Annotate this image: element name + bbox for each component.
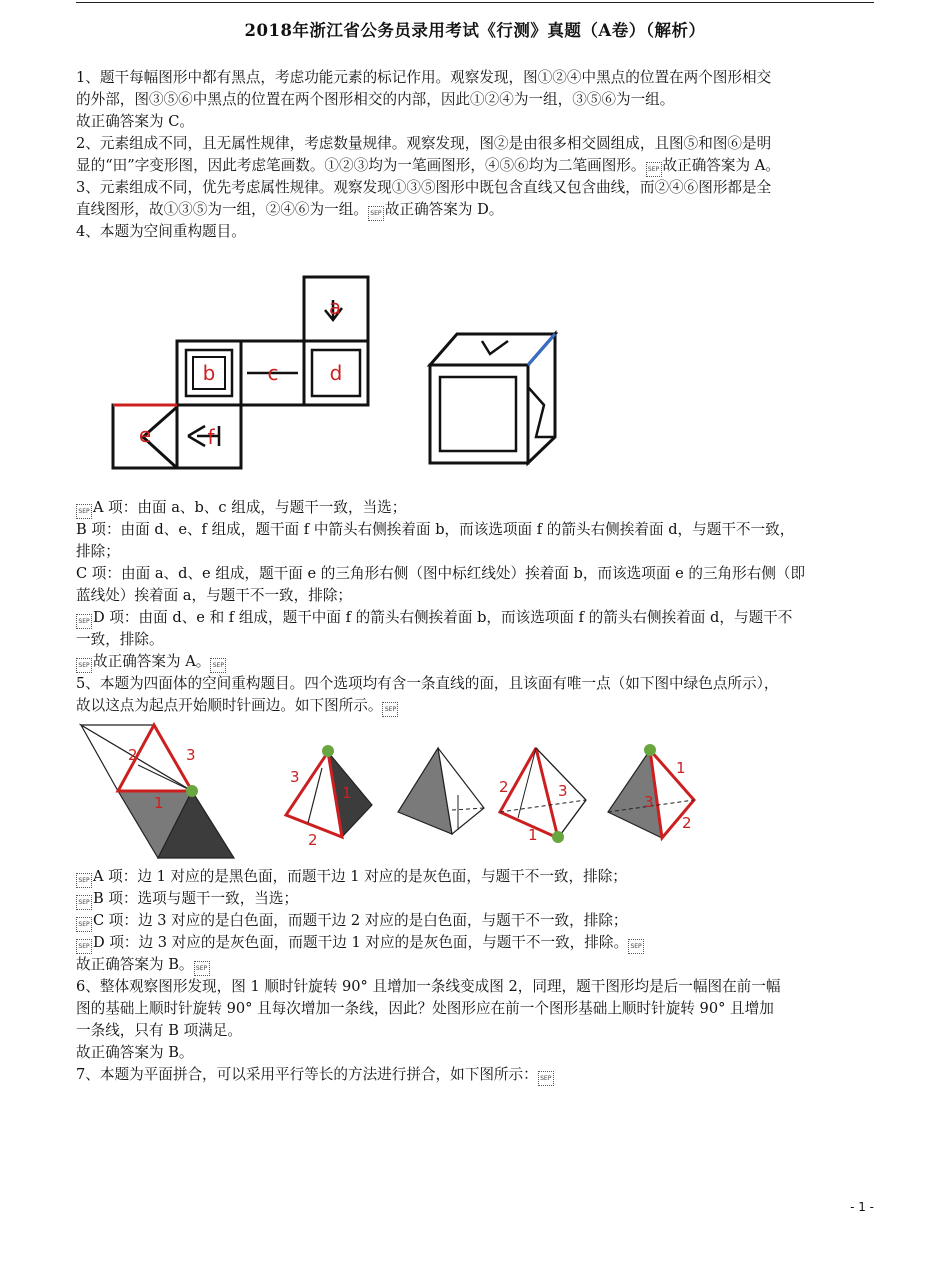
- q5-option-d: [76, 932, 874, 954]
- net-green-point: [186, 785, 198, 797]
- q7-line-1: [76, 1064, 874, 1086]
- opt-d-edge-label-3: 3: [644, 793, 654, 811]
- q5-answer-text: 故正确答案为 B。: [76, 956, 194, 973]
- cube-top-face: [430, 334, 555, 365]
- sep-marker: SEP: [538, 1071, 554, 1086]
- option-b-tetra: [398, 748, 484, 834]
- q5-option-d-text: D 项：边 3 对应的是灰色面，而题干边 1 对应的是灰色面，与题干不一致，排除。: [93, 934, 629, 951]
- q5-option-c: [76, 910, 874, 932]
- sep-marker: SEP: [646, 162, 662, 177]
- q6-line-3: 一条线，只有 B 项满足。: [76, 1022, 242, 1039]
- opt-c-outline: [500, 748, 586, 838]
- opt-c-edge-label-1: 1: [528, 826, 538, 844]
- face-e-label: e: [138, 423, 152, 447]
- q5-answer: [76, 954, 874, 976]
- option-c-tetra: [500, 748, 586, 838]
- opt-a-green-point: [322, 745, 334, 757]
- q5-option-a-text: A 项：边 1 对应的是黑色面，而题干边 1 对应的是灰色面，与题干不一致，排除；: [93, 868, 627, 885]
- sep-marker: SEP: [628, 939, 644, 954]
- cube-option-figure: [420, 325, 570, 470]
- q2-line-2: [76, 155, 874, 177]
- net-edge-label-1: 1: [154, 794, 164, 812]
- q2-line-2-text: 显的“田”字变形图，因此考虑笔画数。①②③均为一笔画图形，④⑤⑥均为二笔画图形。: [76, 157, 646, 174]
- q4-answer-text: 故正确答案为 A。: [93, 653, 211, 670]
- q4-option-c-line-2: 蓝线处）挨着面 a，与题干不一致，排除；: [76, 587, 353, 604]
- q1-line-2: 的外部，图③⑤⑥中黑点的位置在两个图形相交的内部，因此①②④为一组，③⑤⑥为一组。: [76, 91, 675, 108]
- q5-option-c-text: C 项：边 3 对应的是白色面，而题干边 2 对应的是白色面，与题干不一致，排除；: [93, 912, 628, 929]
- q3-line-2: [76, 199, 874, 221]
- net-edge-label-2: 2: [128, 746, 138, 764]
- q6-line-1: 6、整体观察图形发现，图 1 顺时针旋转 90° 且增加一条线变成图 2，同理，题干图形均是后一幅图在前一幅: [76, 978, 781, 995]
- face-a-label: a: [328, 295, 342, 319]
- tetrahedron-figures: [76, 720, 716, 862]
- q3-line-2-text: 直线图形，故①③⑤为一组，②④⑥为一组。: [76, 201, 368, 218]
- opt-d-edge-label-2: 2: [682, 814, 692, 832]
- face-d-label: d: [329, 361, 343, 385]
- sep-marker: SEP: [382, 702, 398, 717]
- sep-marker: SEP: [76, 917, 92, 932]
- q1-line-1: 1、题干每幅图形中都有黑点，考虑功能元素的标记作用。观察发现，图①②④中黑点的位置在两个图形相交: [76, 69, 772, 86]
- q4-intro: 4、本题为空间重构题目。: [76, 223, 246, 240]
- page-title: 2018年浙江省公务员录用考试《行测》真题（A卷）（解析）: [244, 21, 706, 40]
- net-edge-label-3: 3: [186, 746, 196, 764]
- opt-c-green-point: [552, 831, 564, 843]
- opt-a-edge-label-1: 1: [342, 784, 352, 802]
- sep-marker: SEP: [76, 504, 92, 519]
- q3-line-1: 3、元素组成不同，优先考虑属性规律。观察发现①③⑤图形中既包含直线又包含曲线，而②④⑥图形都是全: [76, 179, 772, 196]
- header-rule: [76, 2, 874, 3]
- q4-answer: [76, 651, 874, 673]
- sep-marker: SEP: [76, 614, 92, 629]
- q3-answer: 故正确答案为 D。: [384, 201, 504, 218]
- q4-option-d-line-2: 一致，排除。: [76, 631, 164, 648]
- q2-line-1: 2、元素组成不同，且无属性规律，考虑数量规律。观察发现，图②是由很多相交圆组成，且图⑤和图⑥是明: [76, 135, 772, 152]
- q5-option-a: [76, 866, 874, 888]
- q1-answer: 故正确答案为 C。: [76, 113, 194, 130]
- opt-d-edge-label-1: 1: [676, 759, 686, 777]
- face-f-label: f: [207, 425, 215, 449]
- q5-line-1: 5、本题为四面体的空间重构题目。四个选项均有含一条直线的面，且该面有唯一点（如下图中绿色点所示），: [76, 675, 779, 692]
- sep-marker: SEP: [210, 658, 226, 673]
- q4-option-c-line-1: C 项：由面 a、d、e 组成，题干面 e 的三角形右侧（图中标红线处）挨着面 b，而该选项面 e 的三角形右侧（即: [76, 565, 806, 582]
- cube-front-face: [430, 365, 528, 463]
- sep-marker: SEP: [76, 939, 92, 954]
- q2-answer: 故正确答案为 A。: [662, 157, 780, 174]
- q6-line-2: 图的基础上顺时针旋转 90° 且每次增加一条线，因此？处图形应在前一个图形基础上顺时针旋转 90° 且增加: [76, 1000, 774, 1017]
- q4-option-d-line-1: [76, 607, 874, 629]
- opt-c-edge-label-2: 2: [499, 778, 509, 796]
- sep-marker: SEP: [194, 961, 210, 976]
- cube-front-inner-square: [440, 377, 516, 451]
- sep-marker: SEP: [368, 206, 384, 221]
- q5-line-2: [76, 695, 874, 717]
- q5-line-2-text: 故以这点为起点开始顺时针画边。如下图所示。: [76, 697, 383, 714]
- cube-blue-edge: [528, 334, 555, 365]
- q4-option-a: [76, 497, 874, 519]
- opt-a-edge-label-2: 2: [308, 831, 318, 849]
- opt-d-green-point: [644, 744, 656, 756]
- q7-line-1-text: 7、本题为平面拼合，可以采用平行等长的方法进行拼合，如下图所示：: [76, 1066, 538, 1083]
- sep-marker: SEP: [76, 895, 92, 910]
- cube-top-arrow: [482, 341, 508, 354]
- q4-option-b-line-1: B 项：由面 d、e、f 组成，题干面 f 中箭头右侧挨着面 b，而该选项面 f 的箭头右侧挨着面 d，与题干不一致，: [76, 521, 795, 538]
- q4-option-d-text: D 项：由面 d、e 和 f 组成，题干中面 f 的箭头右侧挨着面 b，而该选项面 f 的箭头右侧挨着面 d，与题干不: [93, 609, 793, 626]
- cube-side-face: [528, 334, 555, 463]
- cube-side-triangle: [528, 387, 555, 437]
- sep-marker: SEP: [76, 873, 92, 888]
- cube-net-figure: [105, 270, 385, 475]
- opt-c-edge-label-3: 3: [558, 782, 568, 800]
- q5-option-b-text: B 项：选项与题干一致，当选；: [93, 890, 299, 907]
- face-b-label: b: [202, 361, 216, 385]
- q4-option-b-line-2: 排除；: [76, 543, 120, 560]
- q6-answer: 故正确答案为 B。: [76, 1044, 194, 1061]
- page-number: - 1 -: [850, 1200, 874, 1214]
- opt-a-edge-label-3: 3: [290, 768, 300, 786]
- face-c-label: c: [267, 361, 279, 385]
- q4-option-a-text: A 项：由面 a、b、c 组成，与题干一致，当选；: [93, 499, 407, 516]
- sep-marker: SEP: [76, 658, 92, 673]
- q5-option-b: [76, 888, 874, 910]
